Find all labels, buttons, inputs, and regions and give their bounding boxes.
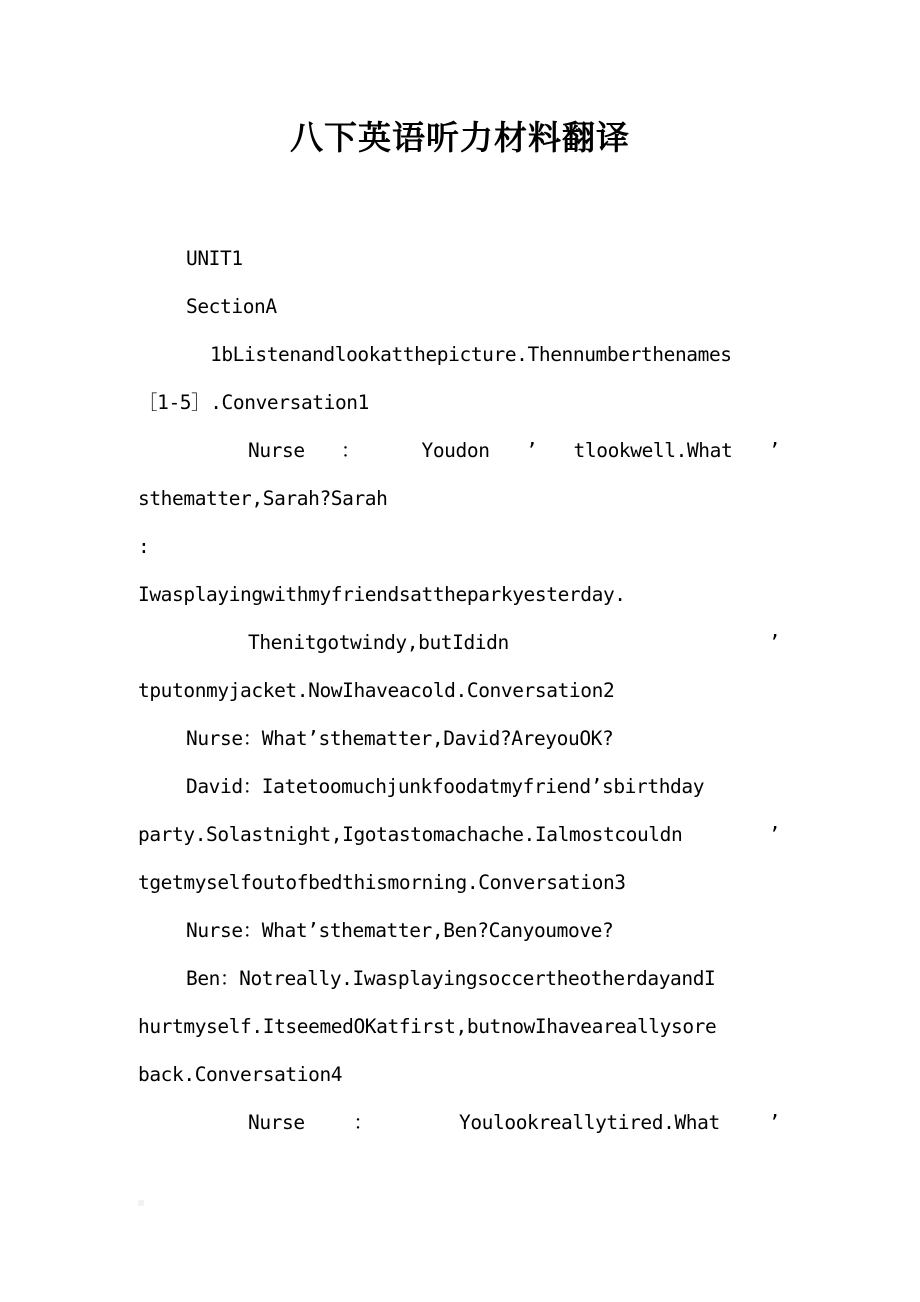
text-block-c3-nurse: Nurse：What’sthematter,Ben?Canyoumove? [186,919,614,942]
text-block-c4-nurse: Nurse ： Youlookreallytired.What ’ [248,1111,780,1134]
text-block-task-1b: 1bListenandlookatthepicture.Thennumberthenames [210,343,732,366]
text-block-c2-david-b: party.Solastnight,Igotastomachache.Ialmostcouldn ’ [138,823,780,846]
text-block-section: SectionA [186,295,277,318]
text-block-unit: UNIT1 [186,247,243,270]
text-block-c1-sarah-b: Iwasplayingwithmyfriendsattheparkyesterday. [138,583,626,606]
text-block-c1-sarah-d: tputonmyjacket.NowIhaveacold.Conversation2 [138,679,615,702]
text-block-c1-nurse: Nurse ： Youdon ’ tlookwell.What ’ [248,439,780,462]
text-block-c3-ben: Ben：Notreally.IwasplayingsoccertheotherdayandI [186,967,716,990]
text-block-conversation-1-head: ［1-5］.Conversation1 [138,391,369,414]
document-body [0,159,920,1147]
page-title: 八下英语听力材料翻译 [290,119,630,156]
text-block-c3-ben-b: hurtmyself.ItseemedOKatfirst,butnowIhaveareallysore [138,1015,717,1038]
text-block-c2-david-c: tgetmyselfoutofbedthismorning.Conversation3 [138,871,626,894]
text-block-c2-david: David：Iatetoomuchjunkfoodatmyfriend’sbirthday [186,775,705,798]
text-block-c1-sarah-a: sthematter,Sarah?Sarah : [138,487,774,558]
text-block-c2-nurse: Nurse：What’sthematter,David?AreyouOK? [186,727,614,750]
text-block-c3-ben-c: back.Conversation4 [138,1063,343,1086]
text-block-c1-sarah-c: Thenitgotwindy,butIdidn ’ [248,631,780,654]
page-footer-mark [138,1200,144,1206]
